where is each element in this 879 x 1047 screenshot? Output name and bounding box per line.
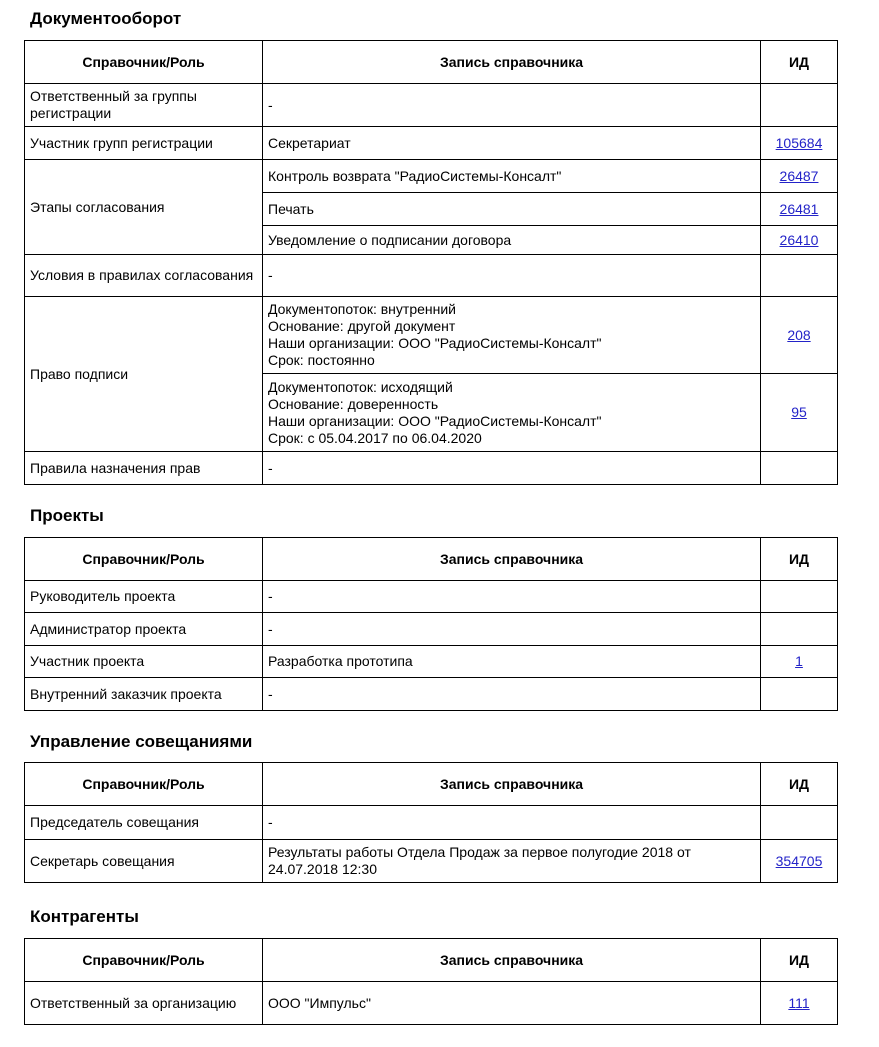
record-cell: - bbox=[263, 581, 761, 613]
role-cell: Условия в правилах согласования bbox=[25, 255, 263, 297]
id-cell bbox=[761, 374, 838, 452]
column-header-role: Справочник/Роль bbox=[25, 763, 263, 806]
table-row bbox=[25, 581, 838, 613]
id-cell bbox=[761, 646, 838, 678]
record-text: Документопоток: исходящий Основание: доверенность Наши организации: ООО "РадиоСистемы-Консалт" Срок: с 05.04.2017 по 06.04.2020 bbox=[268, 378, 602, 446]
record-cell: - bbox=[263, 255, 761, 297]
id-link[interactable]: 105684 bbox=[775, 134, 823, 151]
table-row bbox=[25, 160, 838, 193]
role-cell: Ответственный за группы регистрации bbox=[25, 84, 263, 127]
table-header-row bbox=[25, 939, 838, 982]
role-cell: Участник групп регистрации bbox=[25, 127, 263, 160]
table-row bbox=[25, 127, 838, 160]
record-cell: Уведомление о подписании договора bbox=[263, 226, 761, 255]
id-link[interactable]: 111 bbox=[788, 994, 810, 1011]
role-cell: Секретарь совещания bbox=[25, 840, 263, 883]
column-header-id: ИД bbox=[761, 763, 838, 806]
record-cell: - bbox=[263, 678, 761, 711]
table-row bbox=[25, 678, 838, 711]
id-cell bbox=[761, 806, 838, 840]
id-link[interactable]: 95 bbox=[791, 404, 807, 420]
table-row bbox=[25, 806, 838, 840]
table-row bbox=[25, 982, 838, 1025]
id-link[interactable]: 1 bbox=[795, 653, 803, 669]
id-cell bbox=[761, 581, 838, 613]
id-link[interactable]: 26410 bbox=[779, 231, 819, 248]
table-row bbox=[25, 84, 838, 127]
role-cell: Право подписи bbox=[25, 297, 263, 452]
meetings-table bbox=[24, 762, 838, 883]
record-cell bbox=[263, 374, 761, 452]
column-header-id: ИД bbox=[761, 538, 838, 581]
id-cell bbox=[761, 193, 838, 226]
record-cell: Печать bbox=[263, 193, 761, 226]
id-cell bbox=[761, 84, 838, 127]
table-header-row bbox=[25, 763, 838, 806]
record-cell: - bbox=[263, 452, 761, 485]
counterparties-table bbox=[24, 938, 838, 1025]
record-cell: ООО "Импульс" bbox=[263, 982, 761, 1025]
id-cell bbox=[761, 255, 838, 297]
id-cell bbox=[761, 678, 838, 711]
id-cell bbox=[761, 226, 838, 255]
id-cell bbox=[761, 297, 838, 374]
role-cell: Внутренний заказчик проекта bbox=[25, 678, 263, 711]
column-header-role: Справочник/Роль bbox=[25, 939, 263, 982]
role-cell: Председатель совещания bbox=[25, 806, 263, 840]
section-title-documents: Документооборот bbox=[30, 9, 182, 28]
column-header-id: ИД bbox=[761, 939, 838, 982]
column-header-role: Справочник/Роль bbox=[25, 538, 263, 581]
id-cell bbox=[761, 452, 838, 485]
record-cell: - bbox=[263, 84, 761, 127]
table-row bbox=[25, 452, 838, 485]
role-cell: Ответственный за организацию bbox=[25, 982, 263, 1025]
id-link[interactable]: 208 bbox=[787, 326, 811, 343]
column-header-id: ИД bbox=[761, 41, 838, 84]
role-cell: Правила назначения прав bbox=[25, 452, 263, 485]
role-cell: Руководитель проекта bbox=[25, 581, 263, 613]
column-header-record: Запись справочника bbox=[263, 939, 761, 982]
record-cell: Контроль возврата "РадиоСистемы-Консалт" bbox=[263, 160, 761, 193]
id-link[interactable]: 26481 bbox=[779, 200, 819, 217]
record-text: Документопоток: внутренний Основание: другой документ Наши организации: ООО "РадиоСистемы-Консалт" Срок: постоянно bbox=[268, 301, 602, 368]
table-header-row bbox=[25, 41, 838, 84]
id-link[interactable]: 354705 bbox=[775, 852, 823, 869]
id-cell bbox=[761, 613, 838, 646]
id-cell bbox=[761, 840, 838, 883]
column-header-role: Справочник/Роль bbox=[25, 41, 263, 84]
id-cell bbox=[761, 982, 838, 1025]
role-cell: Этапы согласования bbox=[25, 160, 263, 255]
documents-table bbox=[24, 40, 838, 485]
id-cell bbox=[761, 160, 838, 193]
section-title-meetings: Управление совещаниями bbox=[30, 732, 253, 751]
projects-table bbox=[24, 537, 838, 711]
record-cell bbox=[263, 297, 761, 374]
table-header-row bbox=[25, 538, 838, 581]
record-cell: - bbox=[263, 613, 761, 646]
table-row bbox=[25, 613, 838, 646]
column-header-record: Запись справочника bbox=[263, 538, 761, 581]
table-row bbox=[25, 255, 838, 297]
role-cell: Участник проекта bbox=[25, 646, 263, 678]
column-header-record: Запись справочника bbox=[263, 763, 761, 806]
section-title-counterparties: Контрагенты bbox=[30, 907, 139, 926]
id-link[interactable]: 26487 bbox=[779, 167, 819, 184]
role-cell: Администратор проекта bbox=[25, 613, 263, 646]
record-cell: - bbox=[263, 806, 761, 840]
table-row bbox=[25, 840, 838, 883]
record-cell: Секретариат bbox=[263, 127, 761, 160]
record-cell: Результаты работы Отдела Продаж за первое полугодие 2018 от 24.07.2018 12:30 bbox=[263, 840, 761, 883]
column-header-record: Запись справочника bbox=[263, 41, 761, 84]
table-row bbox=[25, 646, 838, 678]
record-cell: Разработка прототипа bbox=[263, 646, 761, 678]
id-cell bbox=[761, 127, 838, 160]
table-row bbox=[25, 297, 838, 374]
section-title-projects: Проекты bbox=[30, 506, 104, 525]
